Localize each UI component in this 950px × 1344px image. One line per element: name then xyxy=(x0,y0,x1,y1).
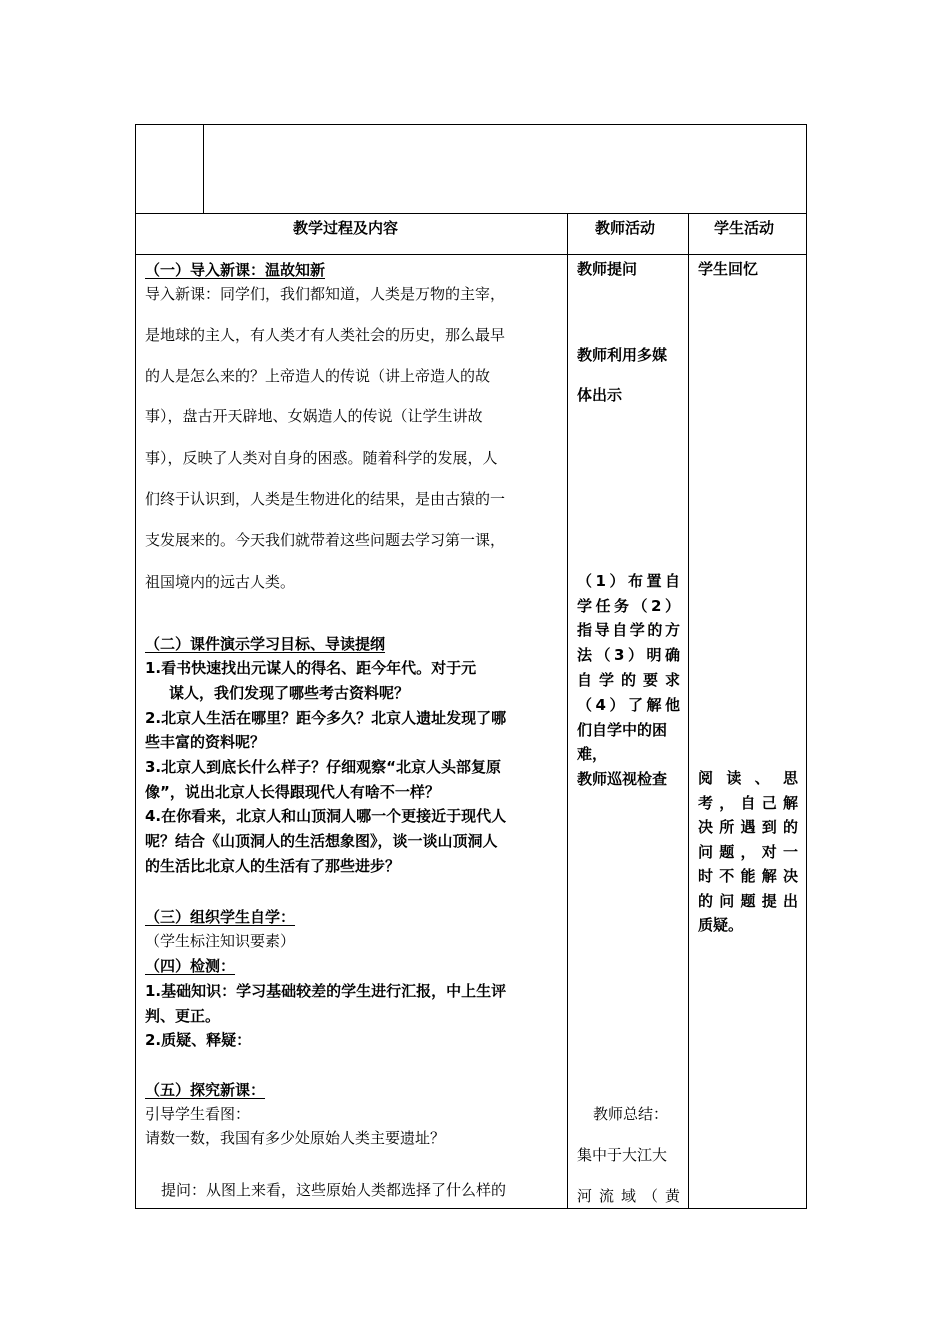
section-2-heading: （二）课件演示学习目标、导读提纲 xyxy=(145,635,386,653)
top-table xyxy=(135,124,807,214)
teacher-task-1: （1）布置自 xyxy=(577,572,680,590)
column-divider-2 xyxy=(688,213,689,1209)
s1-line-7: 支发展来的。今天我们就带着这些问题去学习第一课， xyxy=(145,531,506,549)
s1-line-4: 事），盘古开天辟地、女娲造人的传说（让学生讲故 xyxy=(145,407,483,425)
teacher-line-1: 教师提问 xyxy=(577,260,638,278)
student-line-5: 问题，对一 xyxy=(698,843,798,861)
teacher-summary-3: 河流域（黄 xyxy=(577,1187,680,1205)
s2-line-1: 1.看书快速找出元谋人的得名、距今年代。对于元 xyxy=(145,659,477,677)
teacher-task-8: 难， xyxy=(577,745,608,763)
teacher-task-6: （4）了解他 xyxy=(577,696,680,714)
s5-line-3: 提问：从图上来看，这些原始人类都选择了什么样的 xyxy=(161,1181,507,1199)
s2-line-9: 的生活比北京人的生活有了那些进步？ xyxy=(145,857,401,875)
s2-line-5: 3.北京人到底长什么样子？仔细观察“北京人头部复原 xyxy=(145,758,501,776)
teacher-summary-2: 集中于大江大 xyxy=(577,1146,668,1164)
teacher-task-9: 教师巡视检查 xyxy=(577,770,668,788)
s4-line-1: 1.基础知识：学习基础较差的学生进行汇报，中上生评 xyxy=(145,982,507,1000)
s4-line-3: 2.质疑、释疑： xyxy=(145,1031,252,1049)
s2-line-4: 些丰富的资料呢？ xyxy=(145,733,266,751)
teacher-line-3: 体出示 xyxy=(577,386,623,404)
section-3-heading: （三）组织学生自学： xyxy=(145,908,296,926)
s1-line-6: 们终于认识到，人类是生物进化的结果，是由古猿的一 xyxy=(145,490,506,508)
s3-note: （学生标注知识要素） xyxy=(145,932,296,950)
teacher-task-3: 指导自学的方 xyxy=(577,621,680,639)
s2-line-3: 2.北京人生活在哪里？距今多久？北京人遗址发现了哪 xyxy=(145,709,507,727)
header-divider xyxy=(135,254,807,255)
section-1-heading: （一）导入新课：温故知新 xyxy=(145,261,326,279)
student-line-2: 阅读、思 xyxy=(698,769,798,787)
header-student: 学生活动 xyxy=(714,219,775,237)
column-divider-1 xyxy=(567,213,568,1209)
student-line-8: 质疑。 xyxy=(698,916,744,934)
teacher-task-7: 们自学中的困 xyxy=(577,721,668,739)
s5-line-2: 请数一数，我国有多少处原始人类主要遗址？ xyxy=(145,1129,446,1147)
student-line-7: 的问题提出 xyxy=(698,892,798,910)
student-line-3: 考，自己解 xyxy=(698,794,798,812)
teacher-task-2: 学任务（2） xyxy=(577,597,680,615)
student-line-1: 学生回忆 xyxy=(698,260,759,278)
header-process: 教学过程及内容 xyxy=(293,219,399,237)
s5-line-1: 引导学生看图： xyxy=(145,1105,251,1123)
s2-line-2: 谋人，我们发现了哪些考古资料呢？ xyxy=(169,684,410,702)
s1-line-8: 祖国境内的远古人类。 xyxy=(145,573,296,591)
s2-line-8: 呢？结合《山顶洞人的生活想象图》，谈一谈山顶洞人 xyxy=(145,832,498,850)
teacher-summary-1: 教师总结： xyxy=(593,1105,669,1123)
s1-line-5: 事），反映了人类对自身的困惑。随着科学的发展，人 xyxy=(145,449,498,467)
teacher-task-5: 自学的要求 xyxy=(577,671,680,689)
teacher-task-4: 法（3）明确 xyxy=(577,646,680,664)
s2-line-6: 像”，说出北京人长得跟现代人有啥不一样？ xyxy=(145,783,440,801)
section-5-heading: （五）探究新课： xyxy=(145,1081,266,1099)
s1-line-1: 导入新课：同学们，我们都知道，人类是万物的主宰， xyxy=(145,285,506,303)
s4-line-2: 判、更正。 xyxy=(145,1007,221,1025)
student-line-6: 时不能解决 xyxy=(698,867,798,885)
teacher-line-2: 教师利用多媒 xyxy=(577,346,668,364)
s2-line-7: 4.在你看来，北京人和山顶洞人哪一个更接近于现代人 xyxy=(145,807,507,825)
student-line-4: 决所遇到的 xyxy=(698,818,798,836)
section-4-heading: （四）检测： xyxy=(145,957,236,975)
header-teacher: 教师活动 xyxy=(595,219,656,237)
top-table-divider xyxy=(203,124,204,214)
s1-line-2: 是地球的主人，有人类才有人类社会的历史，那么最早 xyxy=(145,326,506,344)
s1-line-3: 的人是怎么来的？上帝造人的传说（讲上帝造人的故 xyxy=(145,367,491,385)
